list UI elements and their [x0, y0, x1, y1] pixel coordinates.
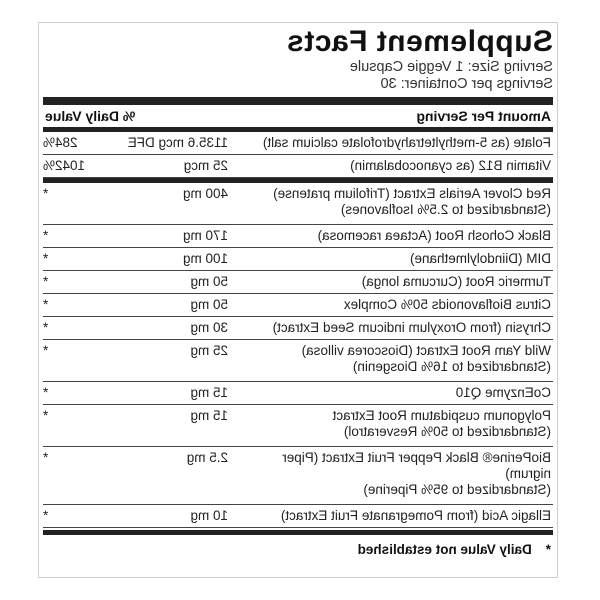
ingredient-amount: 400 mg: [182, 186, 228, 201]
label-content: [43, 25, 553, 559]
ingredient-row: [43, 447, 553, 505]
ingredient-name: Folate (as 5-methyltetrahydrofolate calcium salt): [262, 135, 551, 150]
servings-per-container: Servings per Container: 30: [380, 76, 553, 92]
vitamin-rows: [43, 132, 553, 178]
footnote-text: Daily Value not established: [357, 542, 532, 557]
ingredient-row: [43, 248, 553, 271]
ingredient-amount: 50 mg: [190, 297, 228, 312]
ingredient-row: [43, 505, 553, 528]
ingredient-name: Ellagic Acid (from Pomegranate Fruit Extract): [280, 508, 551, 523]
ingredient-name: Chrysin (from Oroxylum indicum Seed Extract): [272, 320, 551, 335]
amount-per-serving-header: Amount Per Serving: [416, 108, 551, 124]
ingredient-standardization: (Standardized to 16% Diosgenin): [352, 359, 551, 374]
ingredient-daily-value: 1042%: [43, 158, 86, 173]
ingredient-row: [43, 294, 553, 317]
ingredient-amount: 15 mg: [190, 408, 228, 423]
ingredient-name: CoEnzyme Q10: [455, 385, 551, 400]
ingredient-daily-value: 284%: [43, 135, 78, 150]
ingredient-row: [43, 183, 553, 225]
ingredient-name: DIM (Diindolylmethane): [409, 251, 551, 266]
ingredient-name: Vitamin B12 (as cyanocobalamin): [350, 158, 551, 173]
vitamin-row: [43, 132, 553, 155]
footnote-star: *: [545, 542, 551, 557]
ingredient-amount: 10 mg: [190, 508, 228, 523]
ingredient-name: Citrus Bioflavonoids 50% Complex: [343, 297, 551, 312]
ingredient-standardization: (Standardized to 95% Piperine): [363, 482, 551, 497]
ingredient-daily-value: *: [43, 408, 49, 423]
ingredient-daily-value: *: [43, 508, 49, 523]
ingredient-amount: 30 mg: [190, 320, 228, 335]
ingredient-row: [43, 317, 553, 340]
ingredient-daily-value: *: [43, 450, 49, 465]
ingredient-row: [43, 340, 553, 382]
thick-divider: [43, 97, 553, 105]
ingredient-standardization: (Standardized to 2.5% Isoflavones): [340, 202, 551, 217]
ingredient-daily-value: *: [43, 186, 49, 201]
ingredient-name: Wild Yam Root Extract (Dioscorea villosa): [301, 343, 551, 358]
ingredient-daily-value: *: [43, 385, 49, 400]
ingredient-amount: 100 mg: [182, 251, 228, 266]
ingredient-row: [43, 405, 553, 447]
ingredient-daily-value: *: [43, 251, 49, 266]
ingredient-rows: [43, 183, 553, 528]
ingredient-name: Turmeric Root (Curcuma longa): [361, 274, 551, 289]
footnote: [43, 535, 553, 559]
ingredient-amount: 25 mcg: [183, 158, 228, 173]
serving-size: Serving Size: 1 Veggie Capsule: [349, 59, 553, 75]
ingredient-daily-value: *: [43, 274, 49, 289]
ingredient-amount: 2.5 mg: [186, 450, 228, 465]
vitamin-row: [43, 155, 553, 178]
ingredient-row: [43, 382, 553, 405]
ingredient-amount: 50 mg: [190, 274, 228, 289]
ingredient-amount: 170 mg: [182, 228, 228, 243]
ingredient-amount: 15 mg: [190, 385, 228, 400]
ingredient-amount: 1135.6 mcg DFE: [127, 135, 228, 150]
ingredient-name: Polygonum cuspidatum Root Extract: [332, 408, 551, 423]
daily-value-header: % Daily Value: [45, 108, 136, 124]
ingredient-amount: 25 mg: [190, 343, 228, 358]
ingredient-daily-value: *: [43, 228, 49, 243]
ingredient-standardization: (Standardized to 50% Resveratrol): [343, 424, 551, 439]
ingredient-daily-value: *: [43, 343, 49, 358]
ingredient-name: Black Cohosh Root (Actaea racemosa): [317, 228, 551, 243]
supplement-facts-label: [38, 22, 558, 578]
label-title: Supplement Facts: [286, 25, 553, 58]
ingredient-row: [43, 271, 553, 294]
table-header: [43, 105, 553, 127]
ingredient-daily-value: *: [43, 320, 49, 335]
ingredient-row: [43, 225, 553, 248]
ingredient-daily-value: *: [43, 297, 49, 312]
ingredient-name: Red Clover Aerials Extract (Trifolium pratense): [273, 186, 551, 201]
ingredient-name: BioPerine® Black Pepper Fruit Extract (Piper nigrum): [282, 450, 551, 481]
